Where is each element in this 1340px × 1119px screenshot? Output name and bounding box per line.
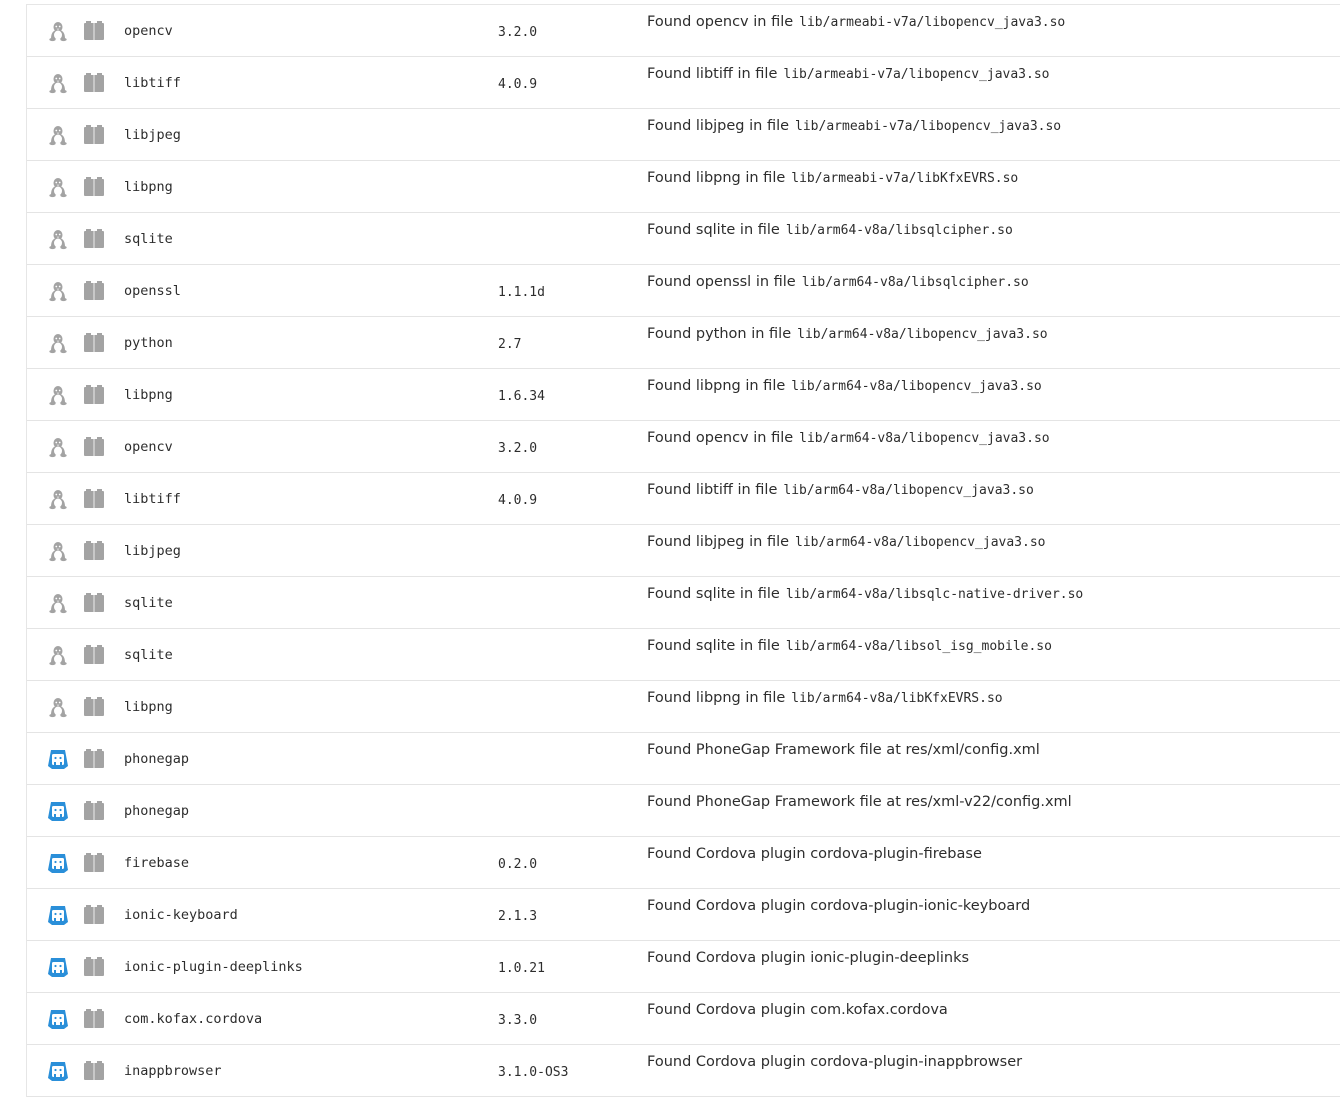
library-name: phonegap bbox=[124, 803, 190, 819]
cordova-icon bbox=[47, 800, 69, 822]
table-row bbox=[27, 1045, 1340, 1097]
library-name: libjpeg bbox=[124, 543, 181, 559]
library-icon bbox=[83, 72, 105, 94]
table-row bbox=[27, 629, 1340, 681]
table-row bbox=[27, 109, 1340, 161]
library-evidence bbox=[647, 898, 1030, 914]
library-icon bbox=[83, 592, 105, 614]
library-icon bbox=[83, 228, 105, 250]
linux-icon bbox=[47, 20, 69, 42]
library-evidence bbox=[647, 690, 1003, 706]
linux-icon bbox=[47, 540, 69, 562]
library-icon bbox=[83, 644, 105, 666]
evidence-text: Found sqlite in file bbox=[647, 638, 780, 654]
library-evidence bbox=[647, 430, 1050, 446]
library-icon bbox=[83, 852, 105, 874]
cordova-icon bbox=[47, 748, 69, 770]
linux-icon bbox=[47, 384, 69, 406]
library-evidence bbox=[647, 118, 1061, 134]
library-table bbox=[26, 4, 1340, 1097]
library-evidence bbox=[647, 274, 1029, 290]
table-row bbox=[27, 161, 1340, 213]
library-name: libjpeg bbox=[124, 127, 181, 143]
library-evidence bbox=[647, 326, 1048, 342]
library-icon bbox=[83, 436, 105, 458]
library-name: libpng bbox=[124, 387, 173, 403]
evidence-text: Found Cordova plugin cordova-plugin-ionic-keyboard bbox=[647, 898, 1031, 914]
evidence-path: lib/armeabi-v7a/libKfxEVRS.so bbox=[791, 171, 1019, 186]
table-row bbox=[27, 889, 1340, 941]
evidence-text: Found libpng in file bbox=[647, 690, 786, 706]
library-version: 1.6.34 bbox=[498, 389, 545, 404]
library-version: 3.3.0 bbox=[498, 1013, 538, 1028]
library-evidence bbox=[647, 950, 969, 966]
evidence-text: Found sqlite in file bbox=[647, 222, 780, 238]
library-name: sqlite bbox=[124, 595, 173, 611]
library-name: firebase bbox=[124, 855, 190, 871]
library-name: libtiff bbox=[124, 75, 181, 91]
library-evidence bbox=[647, 66, 1049, 82]
library-name: sqlite bbox=[124, 231, 173, 247]
library-version: 2.7 bbox=[498, 337, 522, 352]
library-icon bbox=[83, 488, 105, 510]
library-icon bbox=[83, 1060, 105, 1082]
table-row bbox=[27, 369, 1340, 421]
evidence-path: lib/arm64-v8a/libKfxEVRS.so bbox=[791, 691, 1003, 706]
linux-icon bbox=[47, 592, 69, 614]
linux-icon bbox=[47, 124, 69, 146]
evidence-text: Found openssl in file bbox=[647, 274, 796, 290]
library-name: libpng bbox=[124, 699, 173, 715]
linux-icon bbox=[47, 228, 69, 250]
table-row bbox=[27, 57, 1340, 109]
evidence-text: Found PhoneGap Framework file at res/xml-v22/config.xml bbox=[647, 794, 1072, 810]
library-icon bbox=[83, 696, 105, 718]
library-name: sqlite bbox=[124, 647, 173, 663]
table-row bbox=[27, 837, 1340, 889]
evidence-text: Found Cordova plugin cordova-plugin-firebase bbox=[647, 846, 982, 862]
library-version: 4.0.9 bbox=[498, 77, 538, 92]
evidence-text: Found libpng in file bbox=[647, 378, 786, 394]
evidence-path: lib/arm64-v8a/libsqlc-native-driver.so bbox=[785, 587, 1084, 602]
library-name: com.kofax.cordova bbox=[124, 1011, 263, 1027]
evidence-text: Found Cordova plugin ionic-plugin-deeplinks bbox=[647, 950, 970, 966]
table-row bbox=[27, 785, 1340, 837]
evidence-path: lib/armeabi-v7a/libopencv_java3.so bbox=[795, 119, 1062, 134]
library-version: 1.1.1d bbox=[498, 285, 545, 300]
linux-icon bbox=[47, 280, 69, 302]
evidence-text: Found PhoneGap Framework file at res/xml/config.xml bbox=[647, 742, 1040, 758]
linux-icon bbox=[47, 332, 69, 354]
evidence-text: Found Cordova plugin cordova-plugin-inappbrowser bbox=[647, 1054, 1023, 1070]
table-row bbox=[27, 5, 1340, 57]
evidence-path: lib/arm64-v8a/libopencv_java3.so bbox=[795, 535, 1046, 550]
table-row bbox=[27, 317, 1340, 369]
table-row bbox=[27, 941, 1340, 993]
evidence-path: lib/arm64-v8a/libsol_isg_mobile.so bbox=[785, 639, 1052, 654]
library-evidence bbox=[647, 846, 982, 862]
cordova-icon bbox=[47, 852, 69, 874]
table-row bbox=[27, 473, 1340, 525]
evidence-text: Found libtiff in file bbox=[647, 482, 778, 498]
library-name: ionic-plugin-deeplinks bbox=[124, 959, 303, 975]
library-icon bbox=[83, 904, 105, 926]
library-version: 3.2.0 bbox=[498, 25, 538, 40]
evidence-path: lib/arm64-v8a/libopencv_java3.so bbox=[797, 327, 1048, 342]
cordova-icon bbox=[47, 1008, 69, 1030]
library-evidence bbox=[647, 534, 1045, 550]
library-icon bbox=[83, 748, 105, 770]
evidence-path: lib/arm64-v8a/libopencv_java3.so bbox=[791, 379, 1042, 394]
library-version: 2.1.3 bbox=[498, 909, 538, 924]
library-name: libpng bbox=[124, 179, 173, 195]
library-evidence bbox=[647, 586, 1083, 602]
library-version: 3.2.0 bbox=[498, 441, 538, 456]
linux-icon bbox=[47, 72, 69, 94]
library-evidence bbox=[647, 378, 1042, 394]
evidence-path: lib/arm64-v8a/libopencv_java3.so bbox=[783, 483, 1034, 498]
evidence-path: lib/arm64-v8a/libsqlcipher.so bbox=[801, 275, 1029, 290]
library-evidence bbox=[647, 222, 1013, 238]
library-name: ionic-keyboard bbox=[124, 907, 238, 923]
linux-icon bbox=[47, 176, 69, 198]
linux-icon bbox=[47, 696, 69, 718]
library-icon bbox=[83, 956, 105, 978]
library-icon bbox=[83, 332, 105, 354]
evidence-text: Found libpng in file bbox=[647, 170, 786, 186]
library-evidence bbox=[647, 794, 1072, 810]
library-icon bbox=[83, 20, 105, 42]
library-name: phonegap bbox=[124, 751, 190, 767]
cordova-icon bbox=[47, 956, 69, 978]
library-icon bbox=[83, 540, 105, 562]
library-name: libtiff bbox=[124, 491, 181, 507]
linux-icon bbox=[47, 436, 69, 458]
library-icon bbox=[83, 124, 105, 146]
table-row bbox=[27, 265, 1340, 317]
evidence-text: Found opencv in file bbox=[647, 14, 794, 30]
cordova-icon bbox=[47, 904, 69, 926]
library-version: 4.0.9 bbox=[498, 493, 538, 508]
library-version: 1.0.21 bbox=[498, 961, 545, 976]
table-row bbox=[27, 577, 1340, 629]
linux-icon bbox=[47, 644, 69, 666]
library-name: opencv bbox=[124, 439, 173, 455]
library-name: opencv bbox=[124, 23, 173, 39]
library-icon bbox=[83, 280, 105, 302]
library-evidence bbox=[647, 742, 1040, 758]
evidence-text: Found libjpeg in file bbox=[647, 118, 790, 134]
table-row bbox=[27, 525, 1340, 577]
cordova-icon bbox=[47, 1060, 69, 1082]
library-evidence bbox=[647, 1054, 1022, 1070]
evidence-text: Found python in file bbox=[647, 326, 792, 342]
library-icon bbox=[83, 800, 105, 822]
library-evidence bbox=[647, 638, 1052, 654]
evidence-text: Found Cordova plugin com.kofax.cordova bbox=[647, 1002, 948, 1018]
table-row bbox=[27, 421, 1340, 473]
evidence-path: lib/arm64-v8a/libopencv_java3.so bbox=[799, 431, 1050, 446]
library-evidence bbox=[647, 482, 1034, 498]
table-row bbox=[27, 733, 1340, 785]
evidence-text: Found opencv in file bbox=[647, 430, 794, 446]
library-evidence bbox=[647, 1002, 948, 1018]
evidence-path: lib/armeabi-v7a/libopencv_java3.so bbox=[783, 67, 1050, 82]
library-name: openssl bbox=[124, 283, 181, 299]
library-name: python bbox=[124, 335, 173, 351]
library-evidence bbox=[647, 170, 1018, 186]
library-name: inappbrowser bbox=[124, 1063, 222, 1079]
library-version: 3.1.0-OS3 bbox=[498, 1065, 569, 1080]
evidence-text: Found libjpeg in file bbox=[647, 534, 790, 550]
evidence-path: lib/armeabi-v7a/libopencv_java3.so bbox=[799, 15, 1066, 30]
evidence-path: lib/arm64-v8a/libsqlcipher.so bbox=[785, 223, 1013, 238]
library-icon bbox=[83, 1008, 105, 1030]
table-row bbox=[27, 213, 1340, 265]
library-evidence bbox=[647, 14, 1065, 30]
linux-icon bbox=[47, 488, 69, 510]
evidence-text: Found sqlite in file bbox=[647, 586, 780, 602]
library-version: 0.2.0 bbox=[498, 857, 538, 872]
library-icon bbox=[83, 384, 105, 406]
library-icon bbox=[83, 176, 105, 198]
evidence-text: Found libtiff in file bbox=[647, 66, 778, 82]
table-row bbox=[27, 681, 1340, 733]
table-row bbox=[27, 993, 1340, 1045]
